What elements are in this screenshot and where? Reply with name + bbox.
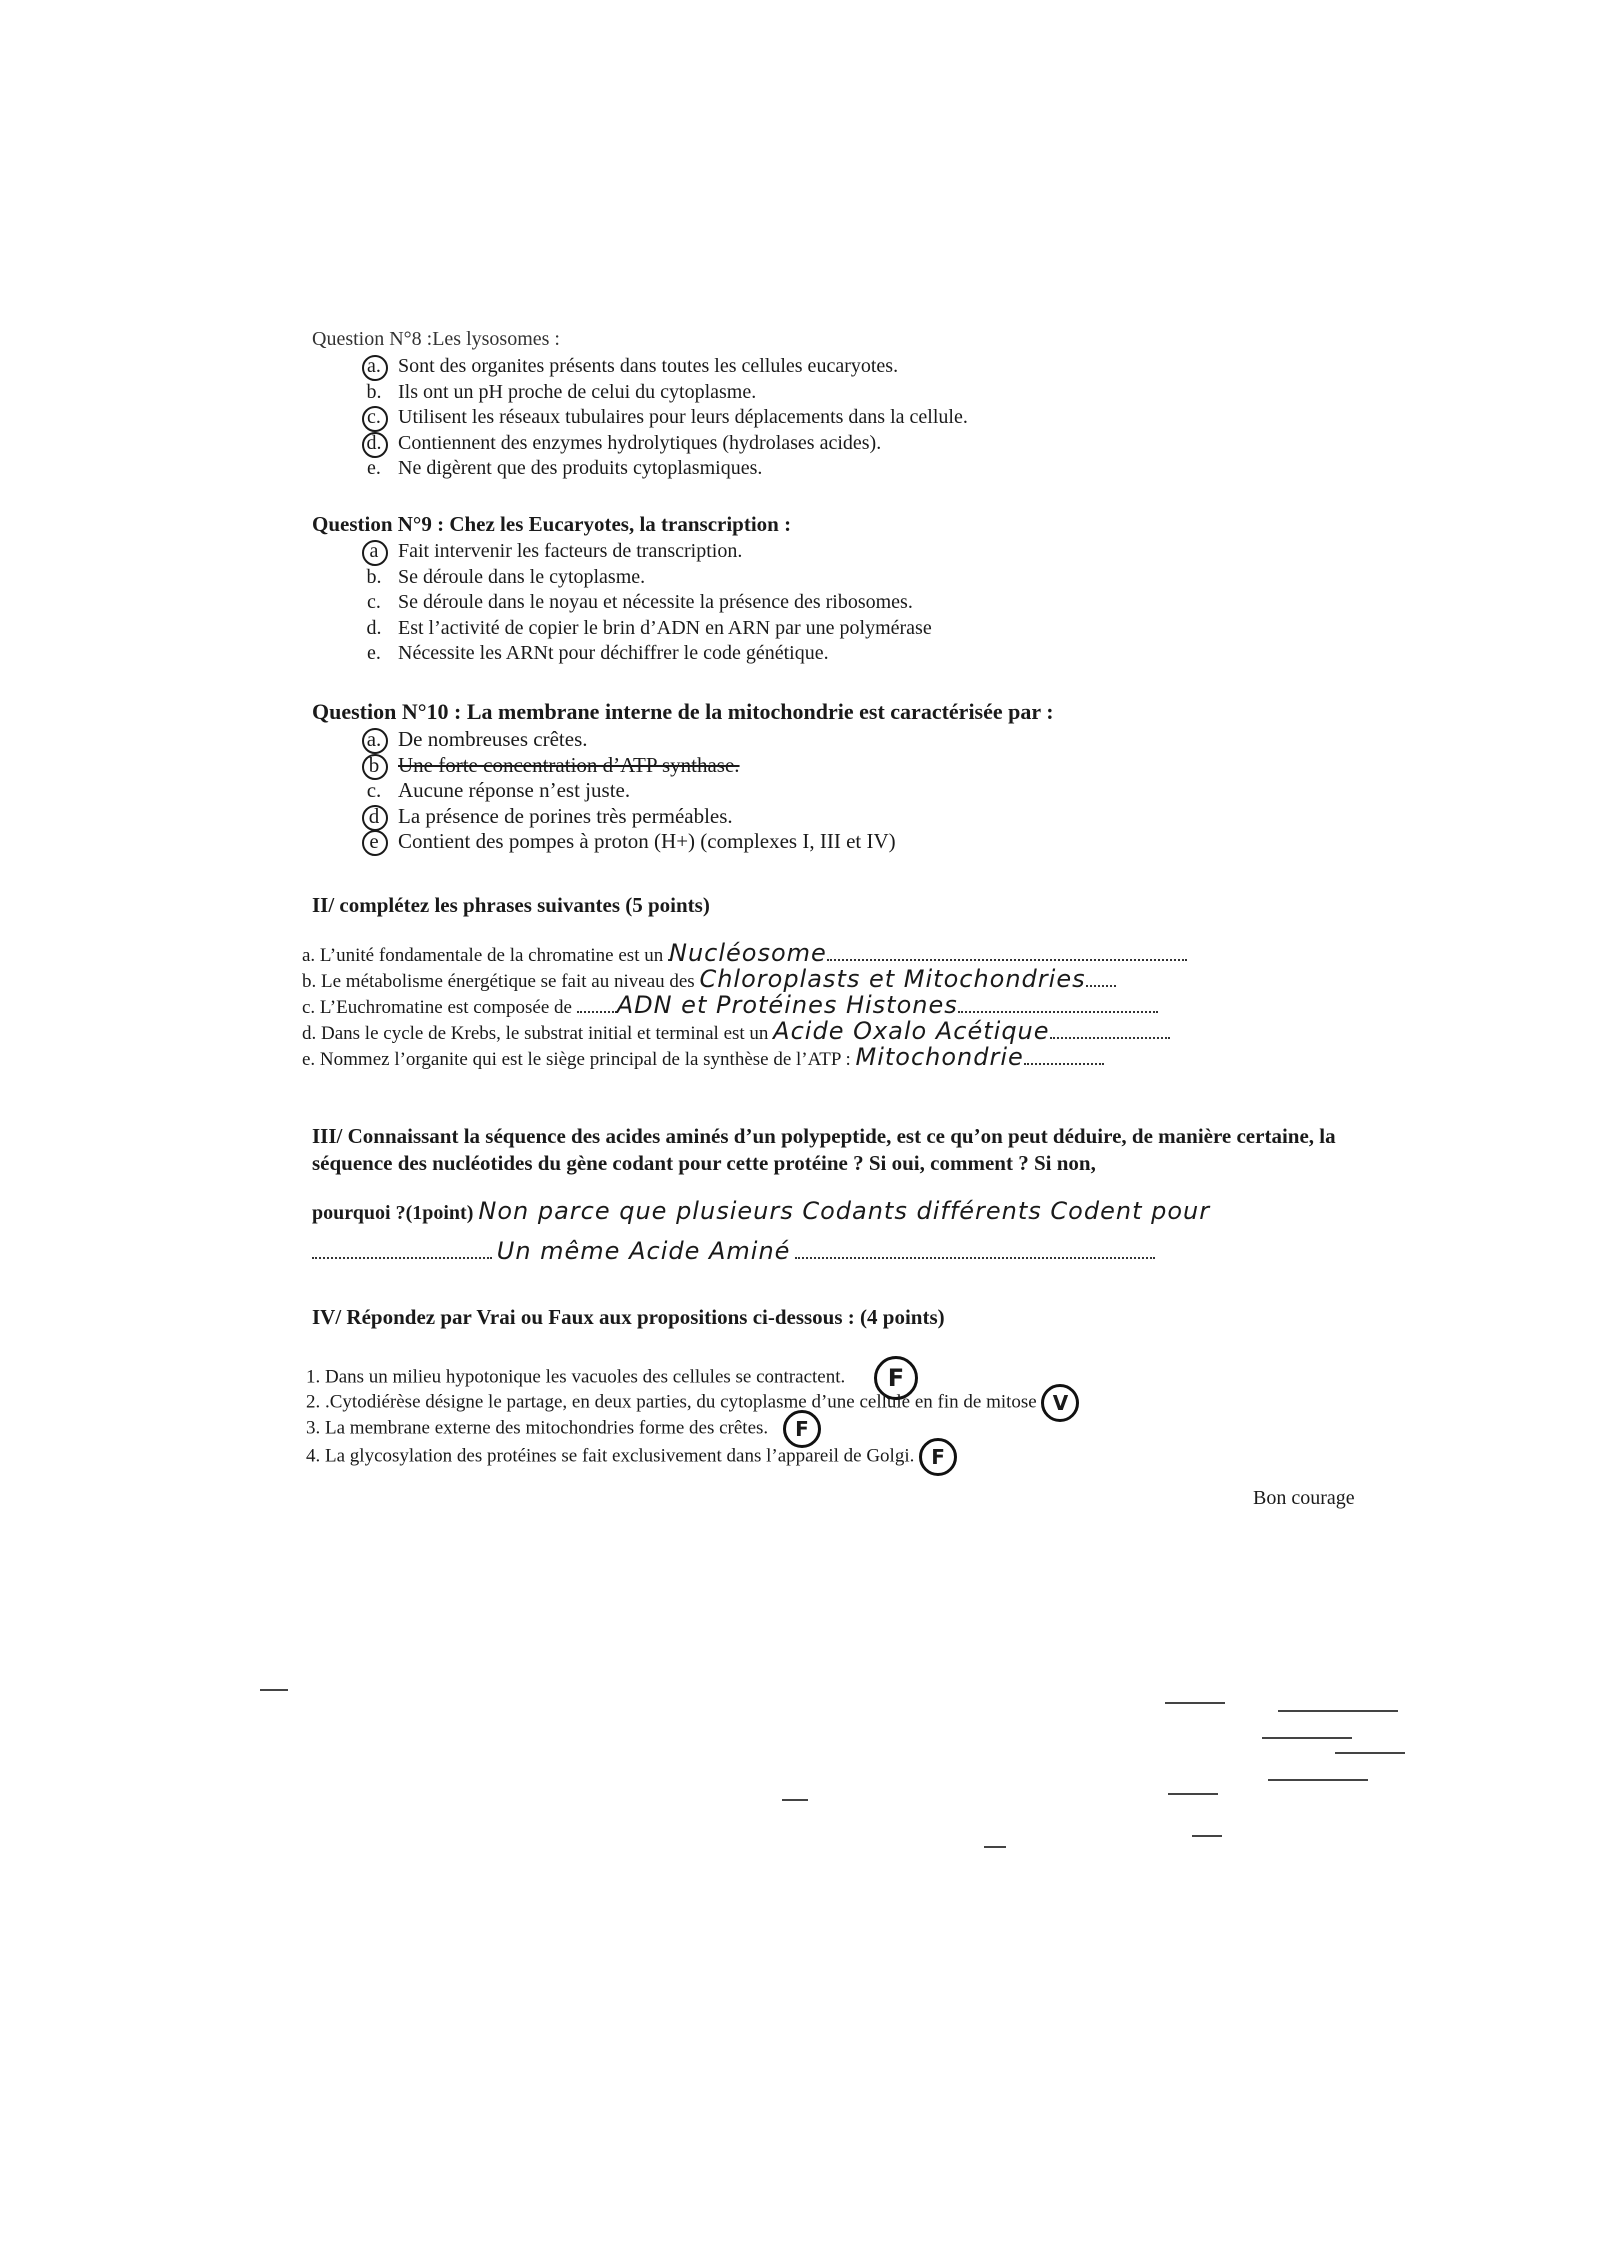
tf-item-2: 2. .Cytodiérèse désigne le partage, en deux parties, du cytoplasme d’une cellule en fin de mitose V	[306, 1384, 1079, 1422]
fill-row-b: b. Le métabolisme énergétique se fait au niveau des Chloroplasts et Mitochondries	[302, 966, 1116, 995]
section-3-answer-line-2	[312, 1238, 1362, 1267]
fill-row-a: a. L’unité fondamentale de la chromatine est un Nucléosome	[302, 940, 1187, 969]
handwritten-answer: Nucléosome	[668, 939, 827, 967]
tf-item-4: 4. La glycosylation des protéines se fait exclusivement dans l’appareil de Golgi. F	[306, 1438, 957, 1476]
handwritten-answer: Non parce que plusieurs Codants différents Codent pour	[478, 1197, 1211, 1225]
q10-option-a: a. De nombreuses crêtes.	[312, 727, 1392, 753]
q8-option-d: d. Contiennent des enzymes hydrolytiques (hydrolases acides).	[312, 431, 1392, 457]
section-4-title: IV/ Répondez par Vrai ou Faux aux propositions ci-dessous : (4 points)	[312, 1305, 945, 1329]
section-3-prompt-row: pourquoi ?(1point) Non parce que plusieurs Codants différents Codent pour	[312, 1197, 1211, 1225]
scan-speck	[1168, 1793, 1218, 1795]
scan-speck	[1262, 1737, 1352, 1739]
scan-speck	[1192, 1835, 1222, 1837]
question-8	[312, 326, 1392, 482]
true-mark: V	[1041, 1384, 1079, 1422]
handwritten-answer: Acide Oxalo Acétique	[773, 1017, 1050, 1045]
q9-option-b: b. Se déroule dans le cytoplasme.	[366, 565, 646, 588]
question-10-title: Question N°10 : La membrane interne de la mitochondrie est caractérisée par :	[312, 699, 1054, 724]
q10-option-c: c. Aucune réponse n’est juste.	[366, 778, 631, 802]
handwritten-answer: Chloroplasts et Mitochondries	[699, 965, 1086, 993]
fill-row-d: d. Dans le cycle de Krebs, le substrat initial et terminal est un Acide Oxalo Acétique	[302, 1018, 1170, 1047]
fill-row-e: e. Nommez l’organite qui est le siège principal de la synthèse de l’ATP : Mitochondrie	[302, 1044, 1104, 1073]
q9-option-c: c. Se déroule dans le noyau et nécessite la présence des ribosomes.	[367, 591, 913, 613]
scan-speck	[984, 1846, 1006, 1848]
scan-speck	[260, 1689, 288, 1691]
handwritten-answer: Un même Acide Aminé	[496, 1237, 791, 1265]
q8-option-b: b. Ils ont un pH proche de celui du cytoplasme.	[366, 380, 757, 403]
false-mark: F	[919, 1438, 957, 1476]
scan-speck	[1268, 1779, 1368, 1781]
false-mark: F	[783, 1410, 821, 1448]
q8-option-a: a. Sont des organites présents dans toutes les cellules eucaryotes.	[312, 354, 1392, 380]
q8-option-e: e. Ne digèrent que des produits cytoplasmiques.	[367, 457, 763, 479]
section-3-question: III/ Connaissant la séquence des acides aminés d’un polypeptide, est ce qu’on peut déduire, de manière certaine, la séquence des nucléotides du gène codant pour cette protéine ? Si oui, comment ? Si non,	[312, 1124, 1336, 1175]
question-10	[312, 699, 1392, 855]
q8-option-c: c. Utilisent les réseaux tubulaires pour leurs déplacements dans la cellule.	[312, 405, 1392, 431]
question-9-title: Question N°9 : Chez les Eucaryotes, la transcription :	[312, 512, 792, 536]
closing-text: Bon courage	[1253, 1487, 1355, 1509]
q10-option-d: d La présence de porines très perméables.	[312, 804, 1392, 830]
scan-speck	[1335, 1752, 1405, 1754]
section-2-title: II/ complétez les phrases suivantes (5 points)	[312, 893, 710, 917]
false-mark: F	[874, 1356, 918, 1400]
handwritten-answer: ADN et Protéines Histones	[616, 991, 958, 1019]
question-9	[312, 511, 1392, 667]
handwritten-answer: Mitochondrie	[855, 1043, 1024, 1071]
tf-item-3: 3. La membrane externe des mitochondries forme des crêtes. F	[306, 1410, 821, 1448]
question-8-title: Question N°8 :Les lysosomes :	[312, 328, 560, 350]
scan-speck	[1165, 1702, 1225, 1704]
tf-item-1: 1. Dans un milieu hypotonique les vacuoles des cellules se contractent. F	[306, 1356, 918, 1400]
q10-option-b: b Une forte concentration d’ATP synthase.	[312, 753, 1392, 779]
q9-option-a: a Fait intervenir les facteurs de transcription.	[312, 539, 1392, 565]
q9-option-e: e. Nécessite les ARNt pour déchiffrer le code génétique.	[367, 642, 829, 664]
scan-speck	[782, 1799, 808, 1801]
fill-row-c: c. L’Euchromatine est composée de ADN et Protéines Histones	[302, 992, 1158, 1021]
q9-option-d: d. Est l’activité de copier le brin d’ADN en ARN par une polymérase	[366, 616, 932, 639]
scan-speck	[1278, 1710, 1398, 1712]
q10-option-e: e Contient des pompes à proton (H+) (complexes I, III et IV)	[312, 829, 1392, 855]
